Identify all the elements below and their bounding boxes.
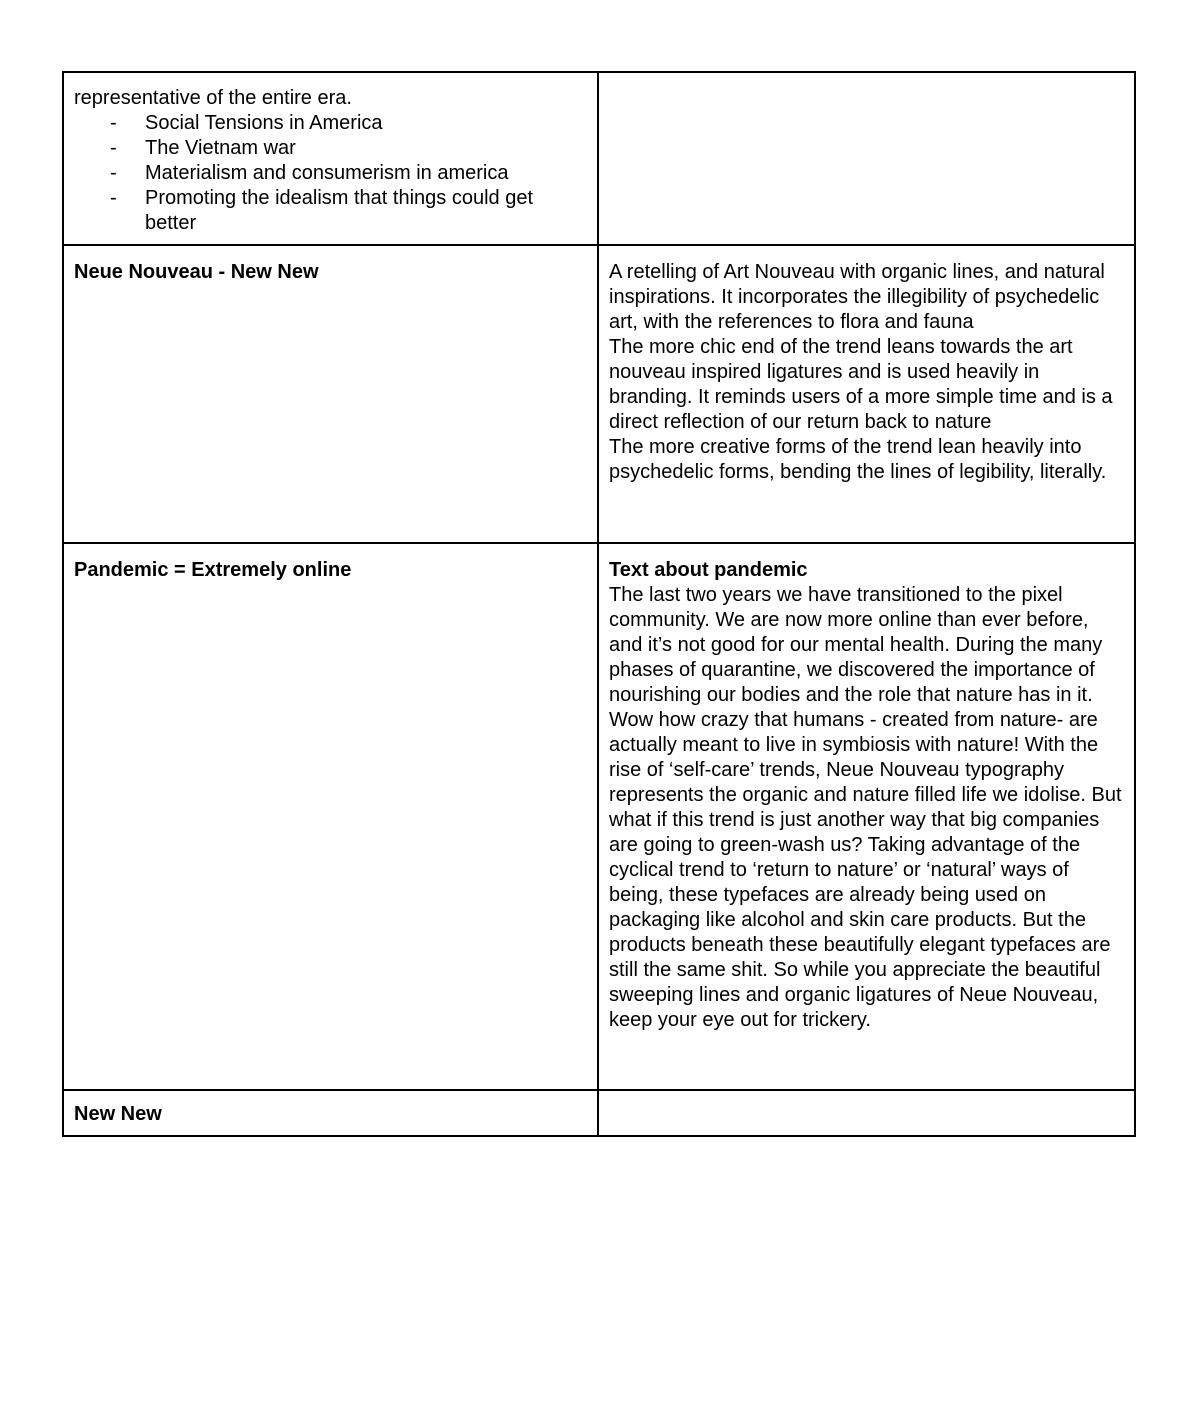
list-item <box>74 136 587 161</box>
table-row <box>63 543 1135 1090</box>
bullet-marker: - <box>110 162 117 184</box>
table-cell-left <box>63 245 598 543</box>
table-cell-right-empty <box>598 1090 1135 1136</box>
row-heading: Pandemic = Extremely online <box>74 559 352 581</box>
table-cell-left <box>63 543 598 1090</box>
table-row <box>63 245 1135 543</box>
list-item-text: Social Tensions in America <box>145 112 383 134</box>
table-row <box>63 72 1135 245</box>
paragraph: The more creative forms of the trend lean heavily into psychedelic forms, bending the lines of legibility, literally. <box>609 436 1107 483</box>
bullet-marker: - <box>110 137 117 159</box>
row-heading: Neue Nouveau - New New <box>74 261 319 283</box>
table-cell-right-empty <box>598 72 1135 245</box>
bullet-marker: - <box>110 112 117 134</box>
table-row <box>63 1090 1135 1136</box>
list-item-text: Materialism and consumerism in america <box>145 162 509 184</box>
paragraph: The more chic end of the trend leans towards the art nouveau inspired ligatures and is used heavily in branding. It reminds users of a more simple time and is a direct reflection of our return back to nature <box>609 336 1113 433</box>
list-item-text: The Vietnam war <box>145 137 296 159</box>
cell-heading: Text about pandemic <box>609 559 808 581</box>
list-item <box>74 111 587 136</box>
table-cell-right <box>598 245 1135 543</box>
table-cell-left <box>63 72 598 245</box>
bullet-marker: - <box>110 187 117 209</box>
list-item-text: Promoting the idealism that things could get better <box>145 187 533 234</box>
bullet-list <box>74 111 587 236</box>
list-item <box>74 161 587 186</box>
table-cell-left <box>63 1090 598 1136</box>
intro-text: representative of the entire era. <box>74 87 352 109</box>
table-cell-right <box>598 543 1135 1090</box>
paragraph: A retelling of Art Nouveau with organic lines, and natural inspirations. It incorporates the illegibility of psychedelic art, with the references to flora and fauna <box>609 261 1105 333</box>
row-heading: New New <box>74 1103 162 1125</box>
list-item <box>74 186 587 236</box>
document-table <box>62 71 1136 1137</box>
paragraph: The last two years we have transitioned to the pixel community. We are now more online than ever before, and it’s not good for our mental health. During the many phases of quarantine, we discovered the importance of nourishing our bodies and the role that nature has in it. Wow how crazy that humans - created from nature- are actually meant to live in symbiosis with nature! With the rise of ‘self-care’ trends, Neue Nouveau typography represents the organic and nature filled life we idolise. But what if this trend is just another way that big companies are going to green-wash us? Taking advantage of the cyclical trend to ‘return to nature’ or ‘natural’ ways of being, these typefaces are already being used on packaging like alcohol and skin care products. But the products beneath these beautifully elegant typefaces are still the same shit. So while you appreciate the beautiful sweeping lines and organic ligatures of Neue Nouveau, keep your eye out for trickery. <box>609 584 1122 1031</box>
